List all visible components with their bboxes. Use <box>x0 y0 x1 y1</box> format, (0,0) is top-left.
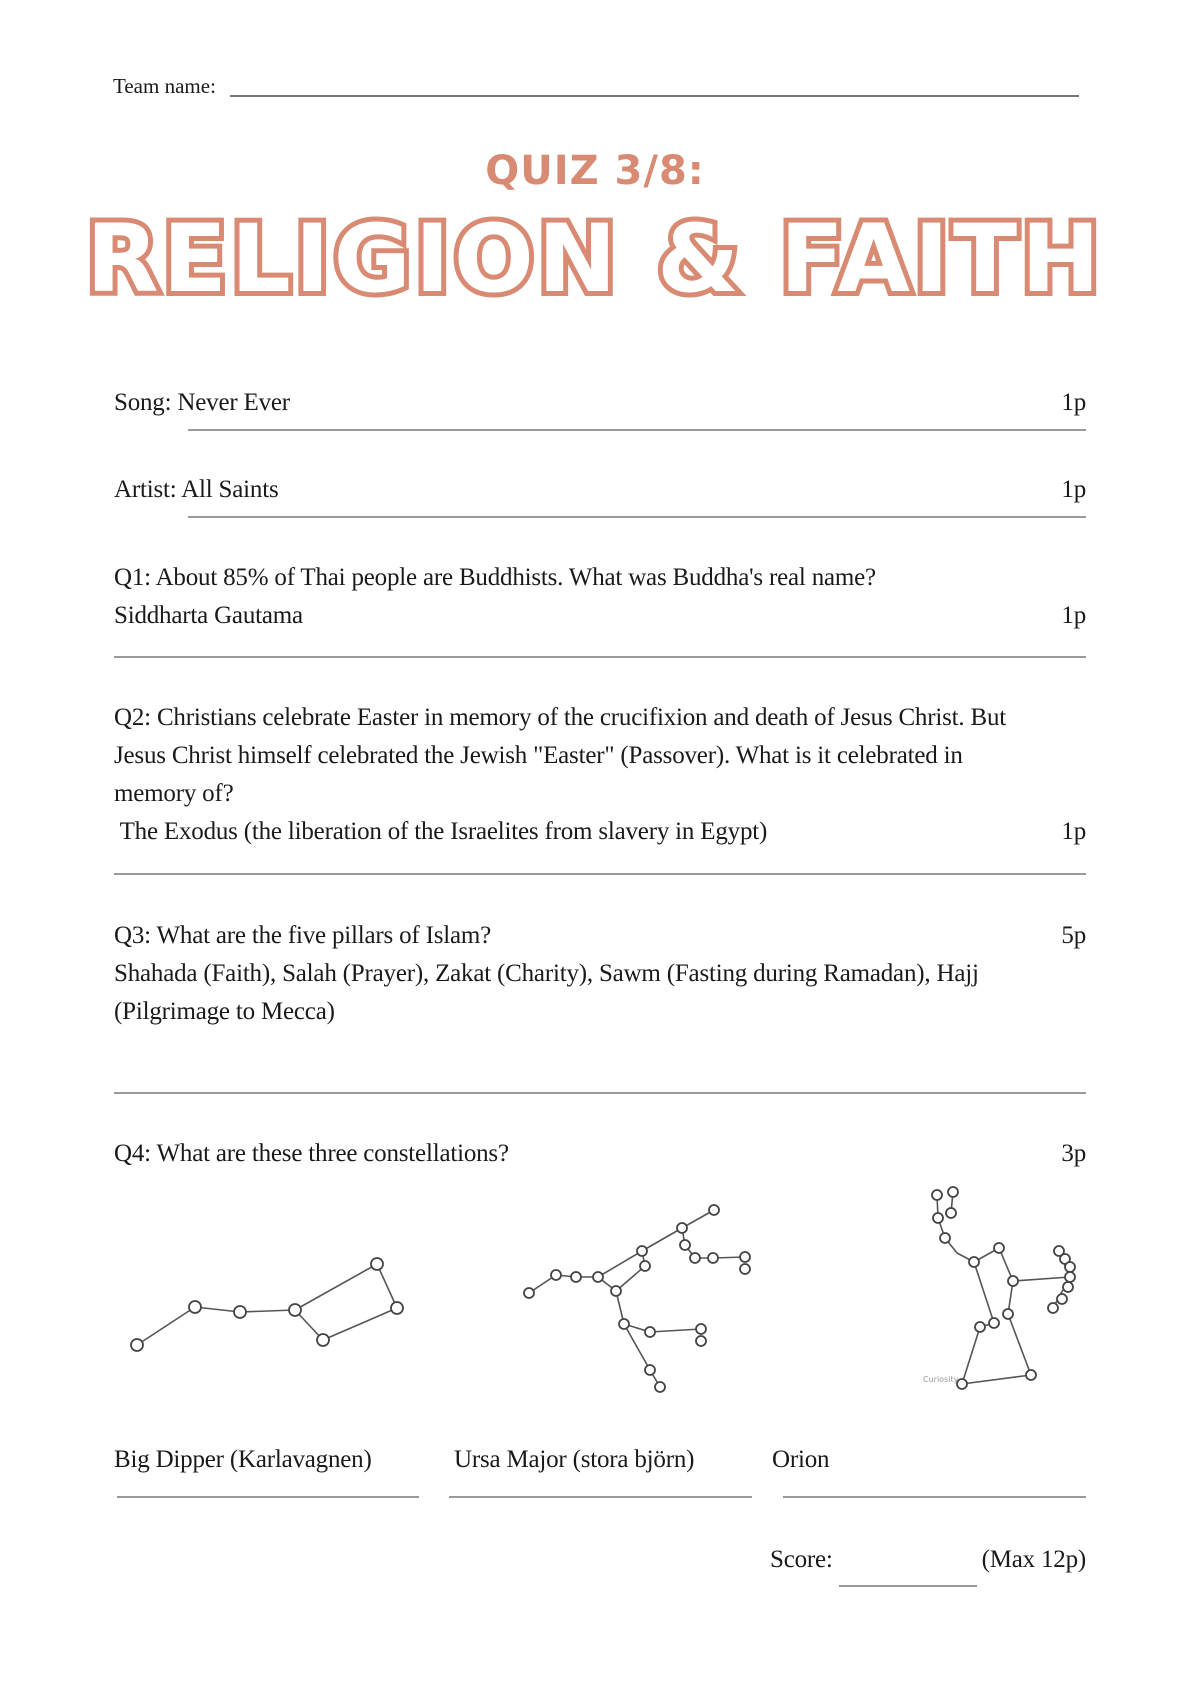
quiz-number-title: QUIZ 3/8: <box>485 148 705 194</box>
question-1-text: Q1: About 85% of Thai people are Buddhists. What was Buddha's real name? <box>114 564 876 591</box>
constellation-answer-line-1[interactable] <box>117 1496 419 1498</box>
question-4-points: 3p <box>1061 1140 1086 1167</box>
orion-constellation-image <box>915 1180 1095 1395</box>
question-1-answer-line[interactable] <box>114 656 1086 658</box>
constellation-answer-line-2[interactable] <box>449 1496 752 1498</box>
song-points: 1p <box>1061 389 1086 416</box>
question-2-text-line-2: Jesus Christ himself celebrated the Jewish "Easter" (Passover). What is it celebrated in <box>114 742 963 769</box>
question-1-answer: Siddharta Gautama <box>114 602 303 629</box>
song-answer-line[interactable] <box>188 429 1086 431</box>
question-3 <box>114 917 1086 1031</box>
constellation-answer-3: Orion <box>772 1446 830 1473</box>
team-name-label: Team name: <box>113 74 216 98</box>
score-label: Score: <box>770 1546 833 1573</box>
question-2-answer-line[interactable] <box>114 873 1086 875</box>
question-3-answer-line[interactable] <box>114 1092 1086 1094</box>
question-3-answer-line-2: (Pilgrimage to Mecca) <box>114 998 335 1025</box>
image-credit: Curiosity <box>923 1375 959 1384</box>
constellation-answer-1: Big Dipper (Karlavagnen) <box>114 1446 372 1473</box>
big-dipper-constellation-image <box>120 1240 420 1360</box>
question-3-text: Q3: What are the five pillars of Islam? <box>114 922 492 949</box>
question-4-text: Q4: What are these three constellations? <box>114 1140 509 1167</box>
question-2-answer: The Exodus (the liberation of the Israelites from slavery in Egypt) <box>114 818 768 845</box>
question-2-points: 1p <box>1061 818 1086 845</box>
question-2-text-line-1: Q2: Christians celebrate Easter in memory of the crucifixion and death of Jesus Christ. But <box>114 704 1006 731</box>
artist-points: 1p <box>1061 476 1086 503</box>
question-3-answer-line-1: Shahada (Faith), Salah (Prayer), Zakat (Charity), Sawm (Fasting during Ramadan), Hajj <box>114 960 979 987</box>
song-label: Song: Never Ever <box>114 389 290 416</box>
question-1 <box>114 559 1086 635</box>
question-2 <box>114 699 1086 851</box>
question-1-points: 1p <box>1061 602 1086 629</box>
question-3-points: 5p <box>1061 922 1086 949</box>
constellation-answer-2: Ursa Major (stora björn) <box>454 1446 695 1473</box>
score-max: (Max 12p) <box>981 1546 1086 1573</box>
team-name-line[interactable] <box>230 95 1079 97</box>
question-2-text-line-3: memory of? <box>114 780 234 807</box>
score-line[interactable] <box>839 1585 977 1587</box>
artist-label: Artist: All Saints <box>114 476 279 503</box>
ursa-major-constellation-image <box>515 1195 765 1395</box>
artist-answer-line[interactable] <box>188 516 1086 518</box>
quiz-topic-title: RELIGION & FAITH <box>86 205 1104 314</box>
constellation-answer-line-3[interactable] <box>783 1496 1086 1498</box>
